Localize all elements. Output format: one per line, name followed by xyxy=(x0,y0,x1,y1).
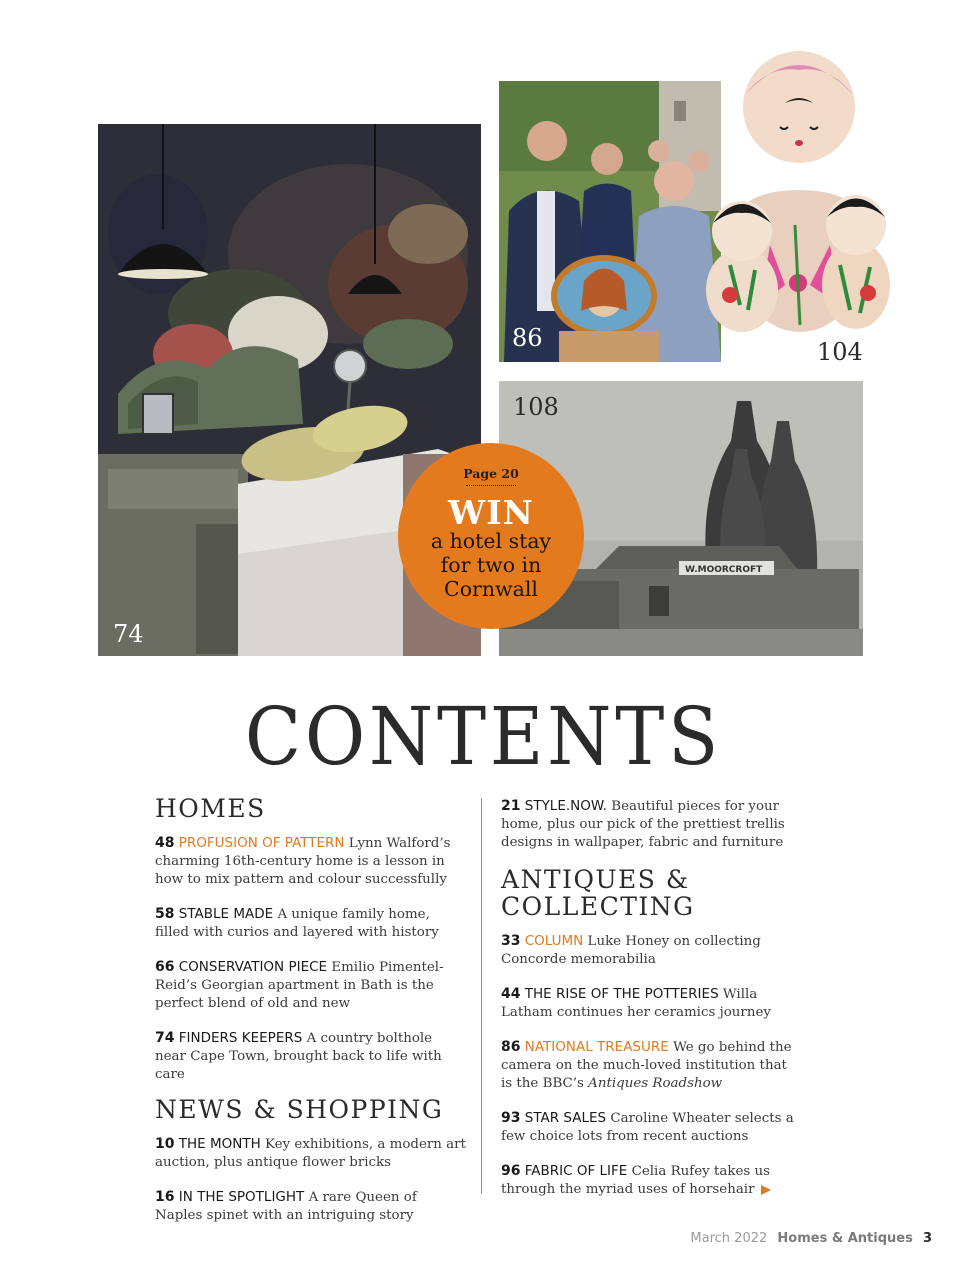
entry-description: Luke Honey on collecting Concorde memorabilia xyxy=(501,934,761,967)
footer-magazine-name: Homes & Antiques xyxy=(777,1231,913,1246)
entry-description: Celia Rufey takes us through the myriad uses of horsehair xyxy=(501,1164,771,1197)
entry-description: A unique family home, filled with curios and layered with history xyxy=(155,907,439,940)
contents-entry[interactable] xyxy=(501,1038,801,1093)
entry-title: THE MONTH xyxy=(178,1136,261,1152)
entry-title: STYLE.NOW. xyxy=(524,798,607,814)
entry-description: Emilio Pimentel-Reid’s Georgian apartment in Bath is the perfect blend of old and new xyxy=(155,960,444,1011)
footer-page-number: 3 xyxy=(922,1231,932,1246)
page-footer xyxy=(690,1231,932,1246)
section-heading-homes: HOMES xyxy=(155,794,266,823)
badge-line-1: a hotel stay xyxy=(430,529,552,553)
entry-page-number: 66 xyxy=(155,959,175,975)
entry-title: THE RISE OF THE POTTERIES xyxy=(524,986,719,1002)
entry-title: FABRIC OF LIFE xyxy=(524,1163,628,1179)
badge-line-2: for two in xyxy=(440,553,542,577)
entry-title: CONSERVATION PIECE xyxy=(178,959,328,975)
contents-entry[interactable] xyxy=(501,797,801,852)
entry-description: A country bolthole near Cape Town, brought back to life with care xyxy=(155,1031,442,1082)
contents-entry[interactable] xyxy=(155,1029,467,1084)
contents-entry[interactable] xyxy=(501,1109,801,1146)
section-heading-antiques-collecting xyxy=(501,866,801,920)
entry-description: Willa Latham continues her ceramics journey xyxy=(501,987,771,1020)
section-heading-news-shopping: NEWS & SHOPPING xyxy=(155,1095,444,1124)
contents-entry[interactable] xyxy=(155,834,467,889)
contents-entry[interactable] xyxy=(501,932,801,969)
badge-page-ref: Page 20 xyxy=(463,466,519,481)
contents-entry[interactable] xyxy=(155,1135,467,1172)
contents-entry[interactable] xyxy=(155,905,467,942)
entry-title: FINDERS KEEPERS xyxy=(178,1030,303,1046)
roadshow-photo xyxy=(499,81,721,362)
entry-description: We go behind the camera on the much-loved institution that is the BBC’s xyxy=(501,1040,792,1091)
entry-page-number: 93 xyxy=(501,1110,521,1126)
entry-title: COLUMN xyxy=(524,933,584,949)
entry-page-number: 21 xyxy=(501,798,521,814)
badge-headline: WIN xyxy=(448,493,534,532)
heading-line-2: COLLECTING xyxy=(501,892,695,921)
entry-page-number: 96 xyxy=(501,1163,521,1179)
entry-title: STABLE MADE xyxy=(178,906,274,922)
contents-entry[interactable] xyxy=(155,958,467,1013)
contents-entry[interactable] xyxy=(501,985,801,1022)
entry-page-number: 48 xyxy=(155,835,175,851)
badge-subtext xyxy=(408,529,574,601)
dolls-photo xyxy=(700,45,895,337)
roadshow-page-number: 86 xyxy=(512,324,543,352)
badge-line-3: Cornwall xyxy=(444,577,538,601)
entry-description: Caroline Wheater selects a few choice lots from recent auctions xyxy=(501,1111,794,1144)
contents-title: CONTENTS xyxy=(244,690,723,783)
entry-title: PROFUSION OF PATTERN xyxy=(178,835,345,851)
entry-page-number: 16 xyxy=(155,1189,175,1205)
entry-description: Lynn Walford’s charming 16th-century home is a lesson in how to mix pattern and colour successfully xyxy=(155,836,451,887)
entry-description: Beautiful pieces for your home, plus our pick of the prettiest trellis designs in wallpaper, fabric and furniture xyxy=(501,799,785,850)
entry-page-number: 86 xyxy=(501,1039,521,1055)
contents-entry[interactable] xyxy=(155,1188,467,1225)
potteries-page-number: 108 xyxy=(513,393,559,421)
dolls-page-number: 104 xyxy=(817,338,863,366)
moorcroft-sign: W.MOORCROFT xyxy=(685,565,763,575)
heading-line-1: ANTIQUES & xyxy=(501,865,690,894)
entry-description: Key exhibitions, a modern art auction, plus antique flower bricks xyxy=(155,1137,466,1170)
contents-entry[interactable] xyxy=(501,1162,801,1199)
entry-title: NATIONAL TREASURE xyxy=(524,1039,669,1055)
entry-page-number: 10 xyxy=(155,1136,175,1152)
continue-arrow-icon xyxy=(761,1185,771,1195)
badge-dotted-rule xyxy=(466,485,516,486)
contents-right-column xyxy=(501,797,801,1199)
entry-page-number: 33 xyxy=(501,933,521,949)
entry-title: STAR SALES xyxy=(524,1110,607,1126)
footer-date: March 2022 xyxy=(690,1231,768,1246)
entry-page-number: 58 xyxy=(155,906,175,922)
entry-page-number: 44 xyxy=(501,986,521,1002)
entry-italic-title: Antiques Roadshow xyxy=(588,1076,723,1091)
bedroom-page-number: 74 xyxy=(113,620,144,648)
entry-page-number: 74 xyxy=(155,1030,175,1046)
entry-title: IN THE SPOTLIGHT xyxy=(178,1189,305,1205)
entry-description: A rare Queen of Naples spinet with an intriguing story xyxy=(155,1190,417,1223)
win-competition-badge[interactable] xyxy=(398,443,584,629)
column-divider xyxy=(481,798,482,1194)
contents-left-column xyxy=(155,795,467,1225)
